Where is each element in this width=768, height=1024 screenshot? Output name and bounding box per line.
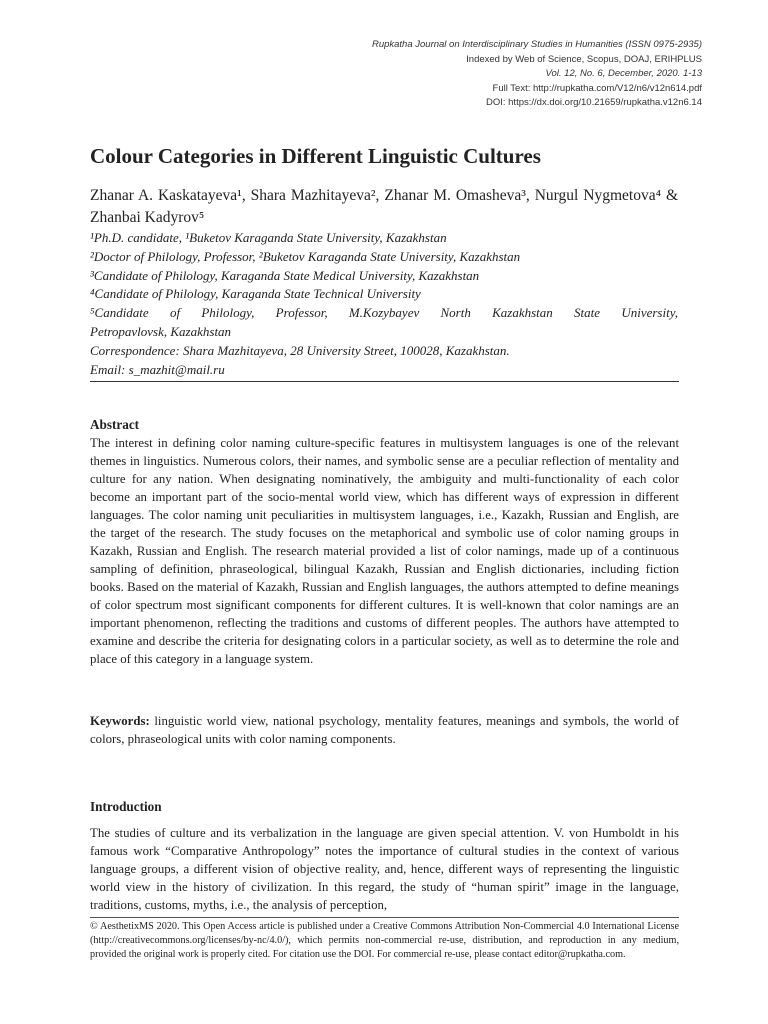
introduction-text: The studies of culture and its verbalization in the language are given special attention. V. von Humboldt in his famous work “Comparative Anthropology” notes the importance of cultural studies in the context of various language groups, a different vision of objective reality, and, hence, different ways of representing the linguistic world view in the history of civilization. In this regard, the study of “human spirit” image in the language, traditions, customs, myths, i.e., the analysis of perception, — [90, 826, 679, 912]
keywords-label: Keywords: — [90, 714, 150, 728]
affiliation-5: ⁵Candidate of Philology, Professor, M.Kozybayev North Kazakhstan State University, — [90, 305, 678, 321]
affiliations — [90, 229, 678, 379]
affiliation-3: ³Candidate of Philology, Karaganda State Medical University, Kazakhstan — [90, 267, 480, 283]
journal-header — [142, 38, 702, 111]
footnote-divider — [90, 917, 679, 918]
keywords — [90, 712, 679, 748]
article-title: Colour Categories in Different Linguistic Cultures — [90, 144, 541, 168]
abstract-heading: Abstract — [90, 417, 140, 432]
license-footnote: © AesthetixMS 2020. This Open Access article is published under a Creative Commons Attribution Non-Commercial 4.0 International License (http://creativecommons.org/licenses/by-nc/4.0/), which permits non-commercial re-use, distribution, and reproduction in any medium, provided the original work is properly cited. For citation use the DOI. For commercial re-use, please contact editor@rupkatha.com. — [90, 921, 679, 961]
indexing-info: Indexed by Web of Science, Scopus, DOAJ, ERIHPLUS — [466, 53, 702, 65]
introduction-heading: Introduction — [90, 799, 162, 814]
volume-info: Vol. 12, No. 6, December, 2020. 1-13 — [545, 68, 702, 79]
fulltext-link[interactable]: Full Text: http://rupkatha.com/V12/n6/v12n614.pdf — [492, 82, 702, 94]
abstract-text: The interest in defining color naming culture-specific features in multisystem languages is one of the relevant themes in linguistics. Numerous colors, their names, and symbolic sense are a peculiar reflection of mentality and culture for any nation. When designating nominatively, the ambiguity and multi-functionality of each color become an important part of the socio-mental world view, which has different ways of expression in different languages. The color naming unit peculiarities in multisystem languages, i.e., Kazakh, Russian and English, are the target of the research. The study focuses on the metaphorical and symbolic use of color naming groups in Kazakh, Russian and English. The research material provided a list of color namings, made up of a continuous sampling of definition, phraseological, bilingual Kazakh, Russian and English dictionaries, including fiction books. Based on the material of Kazakh, Russian and English languages, the authors attempted to define meanings of color spectrum most significant components for different cultures. It is well-known that color namings are an important phenomenon, reflecting the traditions and customs of different peoples. The authors have attempted to examine and describe the criteria for designating colors in a particular society, as well as to determine the role and place of this category in a language system. — [90, 436, 679, 666]
header-divider — [90, 381, 679, 382]
email[interactable]: Email: s_mazhit@mail.ru — [90, 361, 225, 377]
doi-link[interactable]: DOI: https://dx.doi.org/10.21659/rupkatha.v12n6.14 — [485, 97, 702, 108]
correspondence: Correspondence: Shara Mazhitayeva, 28 University Street, 100028, Kazakhstan. — [90, 342, 510, 358]
journal-name: Rupkatha Journal on Interdisciplinary Studies in Humanities (ISSN 0975-2935) — [371, 39, 702, 50]
affiliation-1: ¹Ph.D. candidate, ¹Buketov Karaganda State University, Kazakhstan — [90, 230, 447, 245]
affiliation-5-location: Petropavlovsk, Kazakhstan — [90, 323, 232, 339]
keywords-text: linguistic world view, national psychology, mentality features, meanings and symbols, the world of colors, phraseological units with color naming components. — [90, 714, 679, 746]
affiliation-2: ²Doctor of Philology, Professor, ²Buketov Karaganda State University, Kazakhstan — [90, 248, 521, 264]
author-list: Zhanar A. Kaskatayeva¹, Shara Mazhitayeva², Zhanar M. Omasheva³, Nurgul Nygmetova⁴ & Zhanbai Kadyrov⁵ — [90, 187, 678, 226]
affiliation-4: ⁴Candidate of Philology, Karaganda State Technical University — [90, 286, 421, 302]
